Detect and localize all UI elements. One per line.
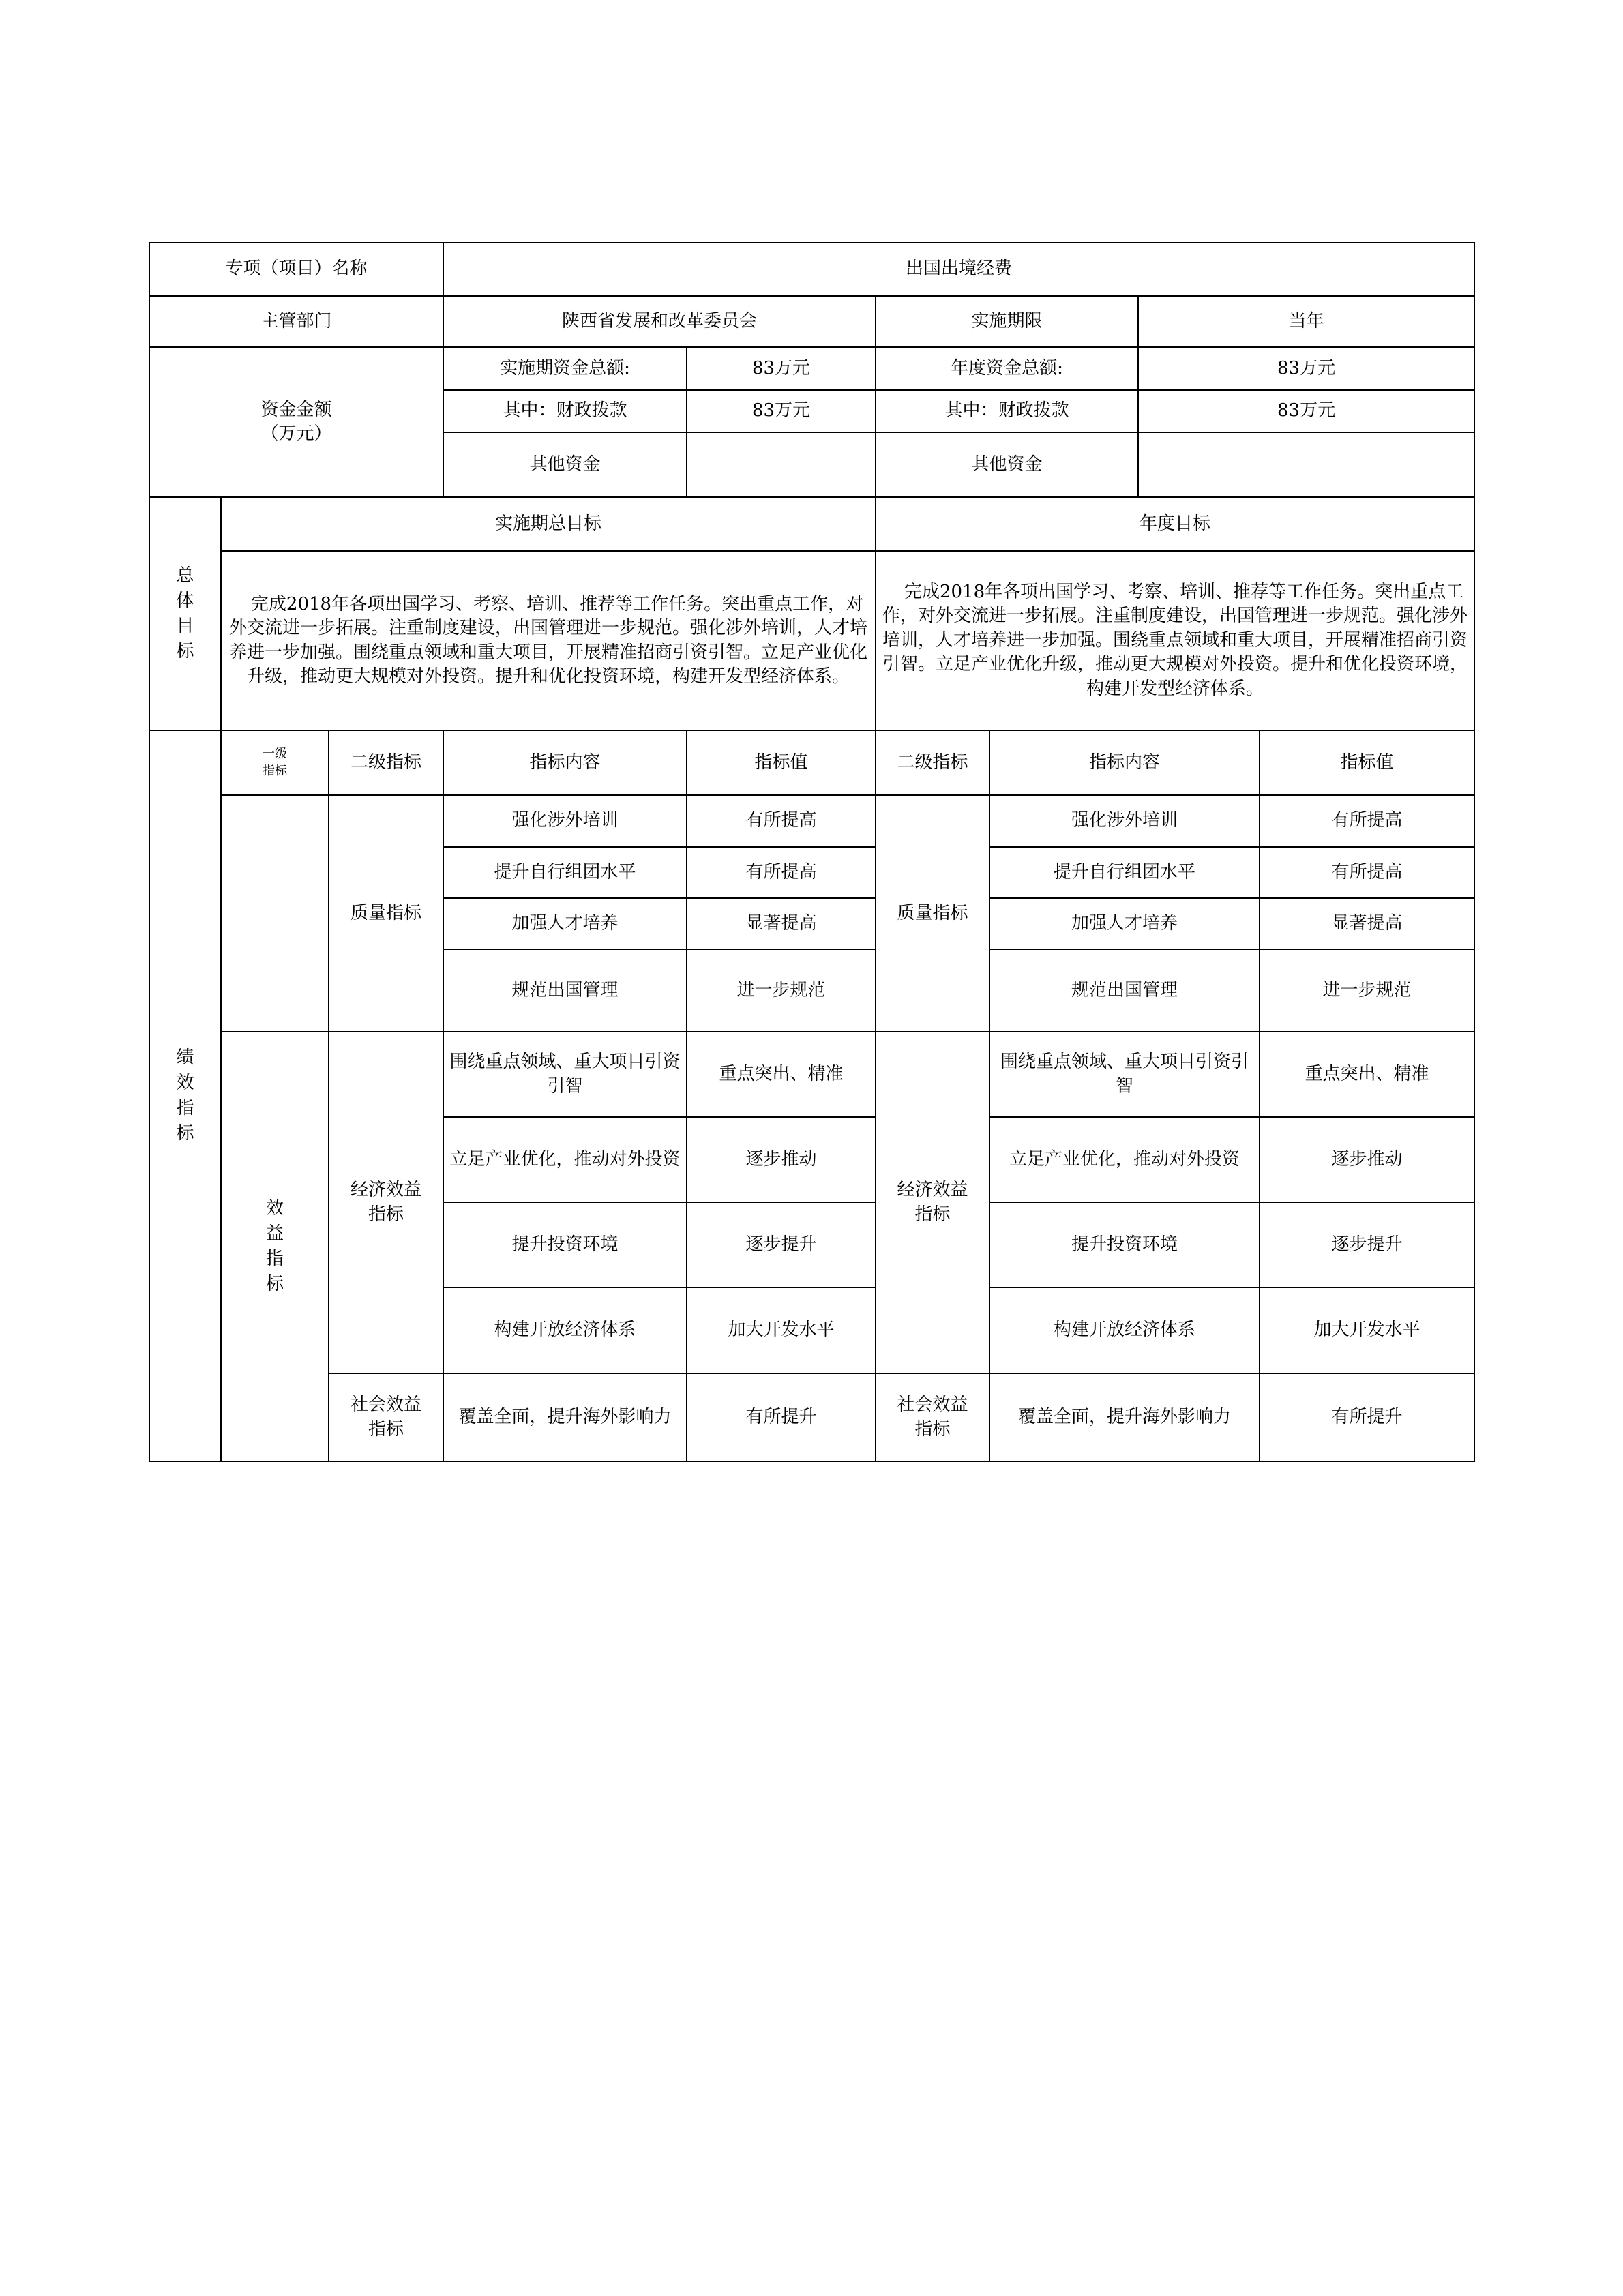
quality-content: 规范出国管理: [443, 949, 687, 1032]
econ-content-annual: 构建开放经济体系: [989, 1287, 1260, 1373]
quality-content-annual: 提升自行组团水平: [989, 847, 1260, 898]
funds-fiscal-value: 83万元: [687, 390, 876, 432]
department-label: 主管部门: [149, 296, 443, 347]
overall-goal-label-cell: [149, 497, 221, 730]
econ-value: 逐步推动: [687, 1117, 876, 1202]
annual-goal-header: 年度目标: [876, 497, 1474, 551]
table-row: [149, 1373, 1474, 1461]
social-label-annual: 社会效益指标: [897, 1395, 968, 1440]
row-indicator-headers: [149, 730, 1474, 795]
quality-value-annual: 进一步规范: [1260, 949, 1474, 1032]
social-value: 有所提升: [687, 1373, 876, 1461]
period-goal-text: 完成2018年各项出国学习、考察、培训、推荐等工作任务。突出重点工作，对外交流进一步拓展。注重制度建设，出国管理进一步规范。强化涉外培训，人才培养进一步加强。围绕重点领域和重大项目，开展精准招商引资引智。立足产业优化升级，推动更大规模对外投资。提升和优化投资环境，构建开发型经济体系。: [221, 551, 876, 730]
funds-fiscal-annual-label: 其中：财政拨款: [876, 390, 1138, 432]
econ-value-annual: 逐步提升: [1260, 1202, 1474, 1287]
econ-content-annual: 提升投资环境: [989, 1202, 1260, 1287]
funds-total-value: 83万元: [687, 347, 876, 390]
quality-content-annual: 规范出国管理: [989, 949, 1260, 1032]
econ-label-cell: [329, 1032, 443, 1373]
project-name-value: 出国出境经费: [443, 243, 1474, 296]
quality-value: 有所提高: [687, 847, 876, 898]
row-goal-headers: [149, 497, 1474, 551]
quality-value-annual: 显著提高: [1260, 898, 1474, 949]
row-department: [149, 296, 1474, 347]
quality-label-annual: 质量指标: [876, 795, 989, 1032]
social-value-annual: 有所提升: [1260, 1373, 1474, 1461]
period-goal-header: 实施期总目标: [221, 497, 876, 551]
econ-label-annual: 经济效益指标: [897, 1180, 968, 1225]
content-header-annual: 指标内容: [989, 730, 1260, 795]
social-label-annual-cell: [876, 1373, 989, 1461]
econ-content-annual: 围绕重点领域、重大项目引资引智: [989, 1032, 1260, 1117]
social-content-annual: 覆盖全面，提升海外影响力: [989, 1373, 1260, 1461]
econ-content: 立足产业优化，推动对外投资: [443, 1117, 687, 1202]
econ-label-annual-cell: [876, 1032, 989, 1373]
funds-fiscal-label: 其中：财政拨款: [443, 390, 687, 432]
social-content: 覆盖全面，提升海外影响力: [443, 1373, 687, 1461]
row-goal-texts: [149, 551, 1474, 730]
social-label: 社会效益指标: [351, 1395, 422, 1440]
quality-content-annual: 强化涉外培训: [989, 795, 1260, 847]
econ-value-annual: 加大开发水平: [1260, 1287, 1474, 1373]
performance-label: 绩效指标: [176, 1047, 194, 1144]
level1-empty-cell: [221, 795, 329, 1032]
value-header: 指标值: [687, 730, 876, 795]
quality-content: 加强人才培养: [443, 898, 687, 949]
funds-other-value: [687, 432, 876, 497]
quality-value-annual: 有所提高: [1260, 847, 1474, 898]
econ-value: 重点突出、精准: [687, 1032, 876, 1117]
funds-annual-label: 年度资金总额:: [876, 347, 1138, 390]
value-header-annual: 指标值: [1260, 730, 1474, 795]
row-project-name: [149, 243, 1474, 296]
funds-other-annual-label: 其他资金: [876, 432, 1138, 497]
econ-value: 加大开发水平: [687, 1287, 876, 1373]
econ-content: 提升投资环境: [443, 1202, 687, 1287]
econ-value-annual: 逐步推动: [1260, 1117, 1474, 1202]
period-label: 实施期限: [876, 296, 1138, 347]
row-funds-total: [149, 347, 1474, 390]
econ-content: 构建开放经济体系: [443, 1287, 687, 1373]
benefit-label-cell: [221, 1032, 329, 1461]
department-value: 陕西省发展和改革委员会: [443, 296, 876, 347]
performance-label-cell: [149, 730, 221, 1461]
funds-label-cell: [149, 347, 443, 497]
funds-total-label: 实施期资金总额:: [443, 347, 687, 390]
quality-value: 有所提高: [687, 795, 876, 847]
social-label-cell: [329, 1373, 443, 1461]
benefit-label: 效益指标: [266, 1198, 284, 1294]
funds-other-label: 其他资金: [443, 432, 687, 497]
econ-label: 经济效益指标: [351, 1180, 422, 1225]
table-row: [149, 795, 1474, 847]
table-row: [149, 1032, 1474, 1117]
funds-fiscal-annual-value: 83万元: [1138, 390, 1474, 432]
econ-content-annual: 立足产业优化，推动对外投资: [989, 1117, 1260, 1202]
quality-content: 提升自行组团水平: [443, 847, 687, 898]
project-name-label: 专项（项目）名称: [149, 243, 443, 296]
performance-goal-table: [149, 242, 1475, 1462]
econ-value-annual: 重点突出、精准: [1260, 1032, 1474, 1117]
quality-label: 质量指标: [329, 795, 443, 1032]
econ-content: 围绕重点领域、重大项目引资引智: [443, 1032, 687, 1117]
level1-header: 一级指标: [263, 747, 287, 778]
funds-label: 资金金额: [260, 399, 332, 420]
funds-annual-value: 83万元: [1138, 347, 1474, 390]
level2-header: 二级指标: [329, 730, 443, 795]
level2-header-annual: 二级指标: [876, 730, 989, 795]
content-header: 指标内容: [443, 730, 687, 795]
quality-value: 进一步规范: [687, 949, 876, 1032]
econ-value: 逐步提升: [687, 1202, 876, 1287]
level1-header-cell: [221, 730, 329, 795]
quality-content: 强化涉外培训: [443, 795, 687, 847]
period-value: 当年: [1138, 296, 1474, 347]
overall-goal-label: 总体目标: [176, 565, 194, 661]
annual-goal-text: 完成2018年各项出国学习、考察、培训、推荐等工作任务。突出重点工作，对外交流进一步拓展。注重制度建设，出国管理进一步规范。强化涉外培训，人才培养进一步加强。围绕重点领域和重大项目，开展精准招商引资引智。立足产业优化升级，推动更大规模对外投资。提升和优化投资环境，构建开发型经济体系。: [876, 551, 1474, 730]
quality-content-annual: 加强人才培养: [989, 898, 1260, 949]
funds-unit: （万元）: [260, 423, 332, 444]
funds-other-annual-value: [1138, 432, 1474, 497]
quality-value: 显著提高: [687, 898, 876, 949]
quality-value-annual: 有所提高: [1260, 795, 1474, 847]
